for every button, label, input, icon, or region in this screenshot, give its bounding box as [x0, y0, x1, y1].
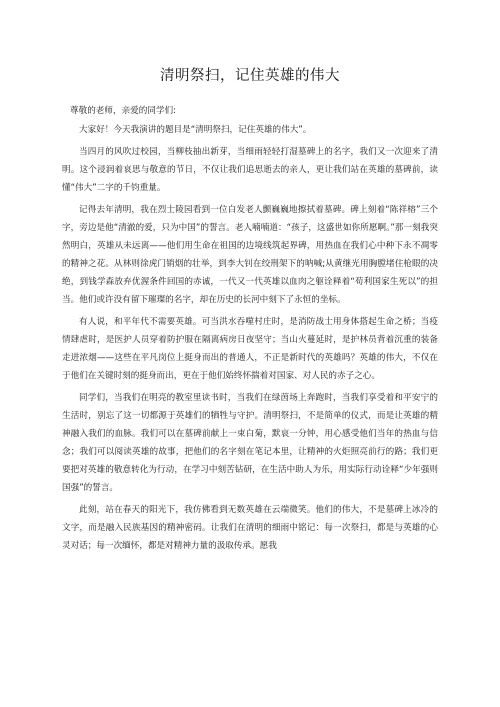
paragraph-peacetime-heroes: 有人说，和平年代不需要英雄。可当洪水吞噬村庄时，是消防战士用身体搭起生命之桥；当疫情肆虐时，是医护人员穿着防护服在隔离病房日夜坚守；当山火蔓延时，是护林员背着沉重的装备走进浓烟——这些在平凡岗位上挺身而出的普通人，不正是新时代的英雄吗？英雄的伟大，不仅在于他们在关键时刻的挺身而出，更在于他们始终怀揣着对国家、对人民的赤子之心。 — [62, 317, 438, 381]
paragraph-closing: 此刻，站在春天的阳光下，我仿佛看到无数英雄在云端微笑。他们的伟大，不是墓碑上冰冷的文字，而是融入民族基因的精神密码。让我们在清明的细雨中铭记：每一次祭扫，都是与英雄的心灵对话；每一次缅怀，都是对精神力量的汲取传承。愿我 — [62, 505, 438, 551]
document-title: 清明祭扫，记住英雄的伟大 — [160, 68, 340, 84]
salutation: 尊敬的老师，亲爱的同学们: — [70, 106, 177, 116]
paragraph-qingming-intro: 当四月的风吹过校园，当柳枝抽出新芽，当细雨轻轻打湿墓碑上的名字，我们又一次迎来了清明。这个浸润着哀思与敬意的节日，不仅让我们追思逝去的亲人，更让我们站在英雄的墓碑前，读懂“伟大”二字的千钧重量。 — [62, 147, 438, 193]
paragraph-cemetery-memory: 记得去年清明，我在烈士陵园看到一位白发老人颤巍巍地擦拭着墓碑。碑上刻着“陈祥榕”三个字，旁边是他“清澈的爱，只为中国”的誓言。老人喃喃道：“孩子，这盛世如你所愿啊。”那一刻我突然明白，英雄从未远离——他们用生命在祖国的边境线筑起界碑，用热血在我们心中种下永不凋零的精神之花。从林则徐虎门销烟的壮举，到李大钊在绞刑架下的呐喊;从黄继光用胸膛堵住枪眼的决绝，到钱学森放弃优渥条件回国的赤诚，一代又一代英雄以血肉之躯诠释着“苟利国家生死以”的担当。他们或许没有留下璀璨的名字，却在历史的长河中刻下了永恒的坐标。 — [62, 205, 438, 305]
paragraph-call-to-action: 同学们，当我们在明亮的教室里读书时，当我们在绿茵场上奔跑时，当我们享受着和平安宁的生活时，别忘了这一切都源于英雄们的牺牲与守护。清明祭扫，不是简单的仪式，而是让英雄的精神融入我们的血脉。我们可以在墓碑前献上一束白菊，默哀一分钟，用心感受他们当年的热血与信念；我们可以阅读英雄的故事，把他们的名字刻在笔记本里，让精神的火炬照亮前行的路；我们更要把对英雄的敬意转化为行动，在学习中刻苦钻研，在生活中助人为乐，用实际行动诠释“少年强则国强”的誓言。 — [62, 393, 438, 493]
paragraph-greeting: 大家好！今天我演讲的题目是“清明祭扫，记住英雄的伟大”。 — [79, 125, 312, 135]
